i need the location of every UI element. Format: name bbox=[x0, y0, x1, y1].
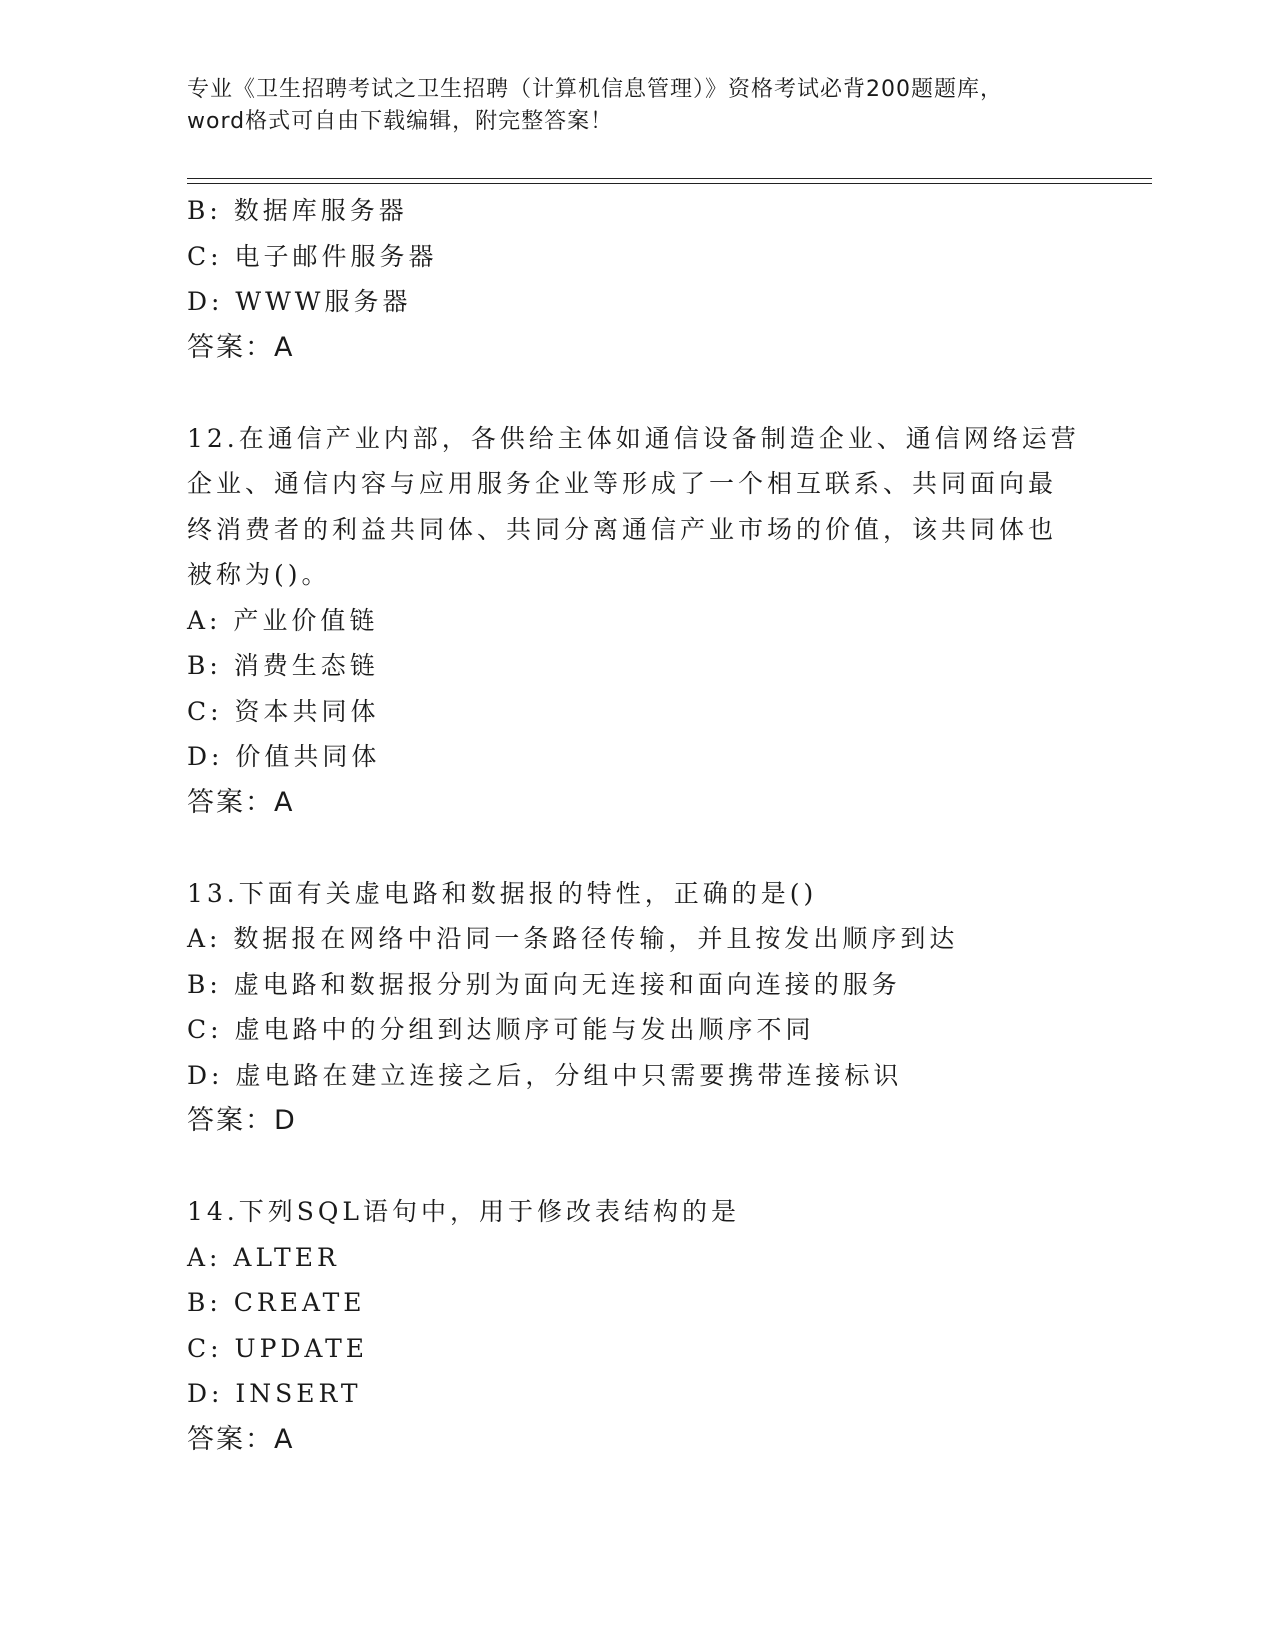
document-header bbox=[187, 74, 1087, 138]
option-c: C: 资本共同体 bbox=[187, 696, 380, 726]
answer-line: 答案：D bbox=[187, 1105, 297, 1136]
answer-line: 答案：A bbox=[187, 1423, 295, 1455]
answer-line: 答案：A bbox=[187, 331, 295, 363]
option-b: B: 消费生态链 bbox=[187, 651, 379, 680]
question-stem-line: 12.在通信产业内部，各供给主体如通信设备制造企业、通信网络运营 bbox=[187, 423, 1080, 453]
option-b: B: 数据库服务器 bbox=[187, 196, 408, 225]
option-a: A: ALTER bbox=[187, 1242, 340, 1272]
option-c: C: 虚电路中的分组到达顺序可能与发出顺序不同 bbox=[187, 1015, 815, 1044]
question-stem-line: 企业、通信内容与应用服务企业等形成了一个相互联系、共同面向最 bbox=[187, 469, 1058, 498]
option-d: D: 价值共同体 bbox=[187, 742, 381, 771]
header-divider-top bbox=[187, 178, 1152, 179]
header-line-2: word格式可自由下载编辑，附完整答案！ bbox=[187, 109, 614, 134]
header-line-1: 专业《卫生招聘考试之卫生招聘（计算机信息管理）》资格考试必背200题题库， bbox=[187, 77, 1003, 102]
question-stem: 13.下面有关虚电路和数据报的特性，正确的是() bbox=[187, 878, 818, 908]
question-14 bbox=[187, 1189, 1087, 1462]
question-stem-line: 被称为()。 bbox=[187, 560, 331, 589]
option-c: C: UPDATE bbox=[187, 1333, 369, 1363]
option-c: C: 电子邮件服务器 bbox=[187, 241, 438, 271]
question-stem: 14.下列SQL语句中，用于修改表结构的是 bbox=[187, 1197, 740, 1226]
option-a: A: 数据报在网络中沿同一条路径传输，并且按发出顺序到达 bbox=[187, 924, 959, 953]
question-12 bbox=[187, 416, 1087, 826]
spacer bbox=[187, 825, 1087, 871]
option-a: A: 产业价值链 bbox=[187, 605, 379, 635]
question-13 bbox=[187, 871, 1087, 1144]
option-d: D: INSERT bbox=[187, 1379, 362, 1408]
spacer bbox=[187, 370, 1087, 416]
question-stem-line: 终消费者的利益共同体、共同分离通信产业市场的价值，该共同体也 bbox=[187, 514, 1058, 544]
option-b: B: 虚电路和数据报分别为面向无连接和面向连接的服务 bbox=[187, 969, 901, 999]
question-list bbox=[187, 188, 1087, 1462]
question-11 bbox=[187, 188, 1087, 370]
answer-line: 答案：A bbox=[187, 786, 295, 818]
option-d: D: WWW服务器 bbox=[187, 287, 412, 316]
header-divider-bottom bbox=[187, 183, 1152, 184]
spacer bbox=[187, 1144, 1087, 1190]
option-b: B: CREATE bbox=[187, 1288, 366, 1317]
option-d: D: 虚电路在建立连接之后，分组中只需要携带连接标识 bbox=[187, 1060, 903, 1090]
